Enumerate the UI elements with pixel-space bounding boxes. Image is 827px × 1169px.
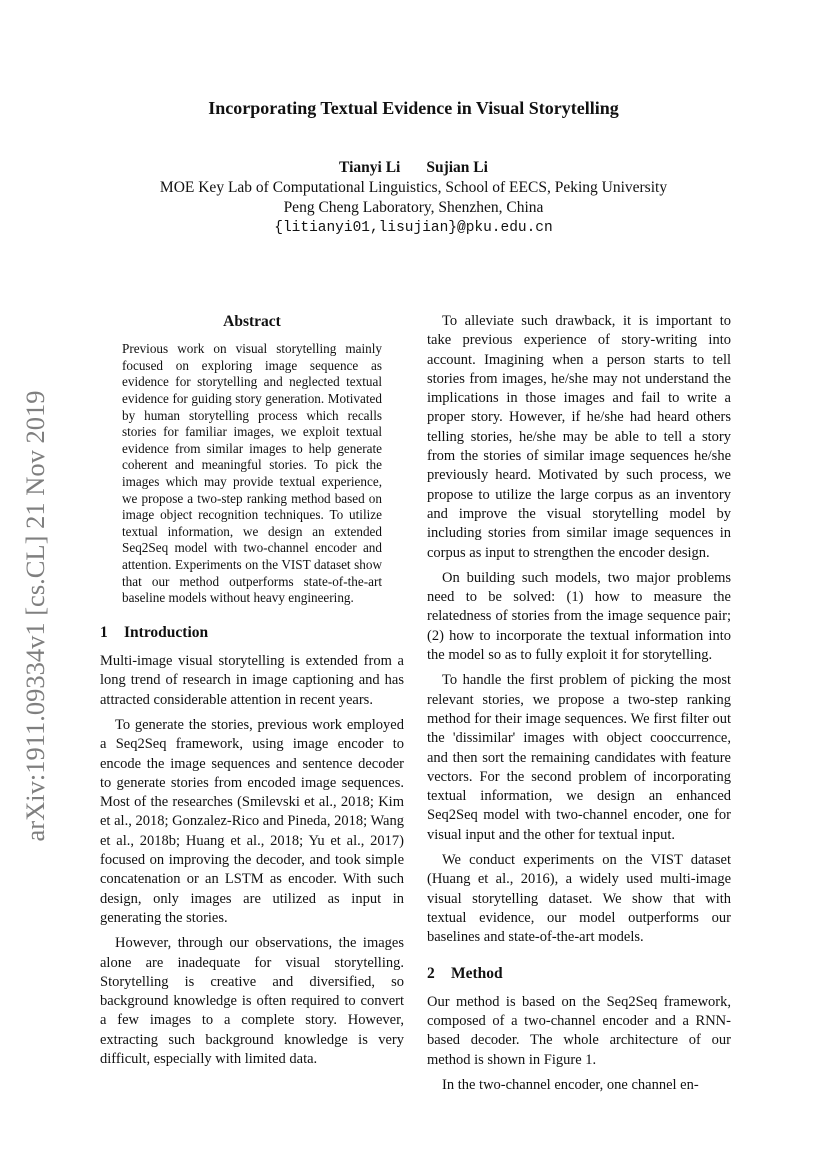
section-number: 2 [427, 964, 435, 982]
section-heading-introduction [100, 623, 404, 642]
paragraph: To alleviate such drawback, it is important to take previous experience of story-writing into account. Imagining when a person starts to tell stories from images, he/she may not understand the implications in those images and fail to write a proper story. However, if he/she had heard others telling stories, he/she may be able to tell a story from the stories of similar image sequences he/she previously heard. Motivated by such process, we propose to utilize the large corpus as an inventory and improve the visual storytelling model by including stories from similar image sequences in corpus as input to strengthen the encoder design. [427, 313, 731, 561]
abstract-text: Previous work on visual storytelling mainly focused on exploring image sequence as evidence for storytelling and neglected textual evidence for guiding story generation. Motivated by human storytelling process which recalls stories for familiar images, we exploit textual evidence from similar images to help generate coherent and meaningful stories. To pick the images which may provide textual experience, we propose a two-step ranking method based on image object recognition techniques. To utilize textual information, we design an extended Seq2Seq model with two-channel encoder and attention. Experiments on the VIST dataset show that our method outperforms state-of-the-art baseline models without heavy engineering. [122, 341, 382, 606]
section-number: 1 [100, 623, 108, 641]
author-name: Sujian Li [426, 159, 488, 176]
author-email: {litianyi01,lisujian}@pku.edu.cn [274, 220, 553, 236]
section-title: Introduction [124, 623, 209, 641]
section-heading-method [427, 964, 731, 983]
author-names [0, 158, 827, 178]
paragraph: To handle the first problem of picking the most relevant stories, we propose a two-step ranking method for their image sequences. We first filter out the 'dissimilar' images with object cooccurrence, and then sort the remaining candidates with feature vectors. For the second problem of incorporating textual information, we design an enhanced Seq2Seq model with two-channel encoder, one for visual input and the other for textual input. [427, 672, 731, 843]
paper-title: Incorporating Textual Evidence in Visual Storytelling [208, 98, 619, 118]
arxiv-identifier-text: arXiv:1911.09334v1 [cs.CL] 21 Nov 2019 [20, 390, 50, 842]
paragraph: On building such models, two major problems need to be solved: (1) how to measure the relatedness of stories from the image sequence pair; (2) how to incorporate the textual information into the model so as to fully exploit it for storytelling. [427, 569, 731, 664]
section-title: Method [451, 964, 503, 982]
paragraph: We conduct experiments on the VIST dataset (Huang et al., 2016), a widely used multi-image visual storytelling dataset. We show that with textual evidence, our model outperforms our baselines and state-of-the-art models. [427, 852, 731, 946]
right-column [427, 312, 731, 1101]
paragraph: In the two-channel encoder, one channel en- [442, 1076, 699, 1093]
affiliation: Peng Cheng Laboratory, Shenzhen, China [283, 199, 544, 216]
arxiv-identifier [20, 360, 50, 872]
paragraph: However, through our observations, the images alone are inadequate for visual storytelling. Storytelling is creative and diversified, so background knowledge is often required to convert a few images to a complete story. However, extracting such background knowledge is very difficult, especially with limited data. [100, 935, 404, 1068]
author-block [0, 158, 827, 238]
author-name: Tianyi Li [339, 159, 401, 176]
affiliation: MOE Key Lab of Computational Linguistics, School of EECS, Peking University [159, 179, 668, 196]
abstract-heading: Abstract [223, 313, 281, 330]
paragraph: To generate the stories, previous work employed a Seq2Seq framework, using image encoder to encode the image sequences and sentence decoder to generate stories from encoded image sequences. Most of the researches (Smilevski et al., 2018; Kim et al., 2018; Gonzalez-Rico and Pineda, 2018; Wang et al., 2018b; Huang et al., 2018; Yu et al., 2017) focused on improving the decoder, and took simple concatenation or an LSTM as encoder. With such design, only images are utilized as input in generating the stories. [100, 716, 404, 926]
paragraph: Our method is based on the Seq2Seq framework, composed of a two-channel encoder and a RNN-based decoder. The whole architecture of our method is shown in Figure 1. [427, 993, 731, 1068]
paragraph: Multi-image visual storytelling is extended from a long trend of research in image captioning and has attracted considerable attention in recent years. [100, 653, 404, 708]
left-column [100, 312, 404, 1075]
